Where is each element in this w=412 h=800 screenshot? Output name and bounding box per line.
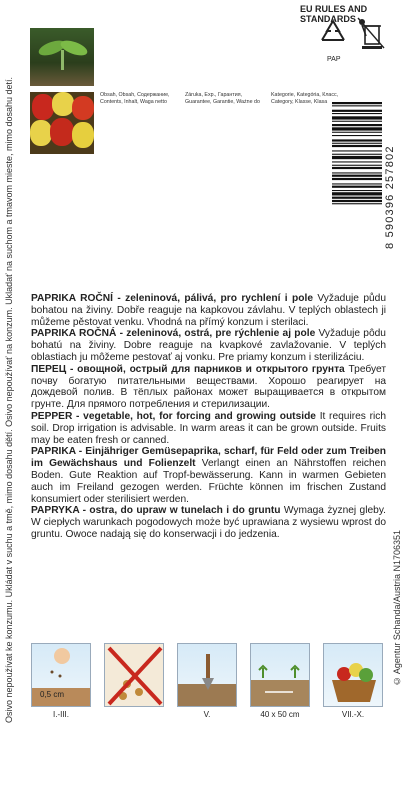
transplanting-icon xyxy=(177,643,237,707)
barcode-bar xyxy=(332,203,382,204)
barcode-bar xyxy=(332,145,382,147)
barcode-bar xyxy=(332,150,382,151)
recycle-icon xyxy=(318,18,348,48)
barcode-bar xyxy=(332,167,382,169)
barcode-bar xyxy=(332,113,382,114)
pepper-fruits-photo xyxy=(30,92,94,154)
copyright-text: © Agentur Schanda/Austria N1706351 xyxy=(392,530,402,687)
barcode-bar xyxy=(332,172,382,173)
storage-warning-text: Osivo nepoužívat ke konzumu. Ukládat v suchu a tmě, mimo dosahu dětí. Osivo nepoužívať na konzum. Ukladať na suchom a tmavom mieste, mimo dosahu detí. xyxy=(4,76,14,724)
barcode-bar xyxy=(332,110,382,112)
description-pl: PAPRYKA - ostra, do upraw w tunelach i do gruntu Wymaga żyznej gleby. W ciepłych warunkach pogodowych może być uprawiana z wysiewu wprost do gruntu. Owoce nadają się do konserwacji i do jedzenia. xyxy=(31,505,386,540)
eu-rules-label: EU RULES AND STANDARDS xyxy=(300,4,368,24)
spacing-caption: 40 x 50 cm xyxy=(260,710,300,719)
no-litter-bin-icon xyxy=(356,16,386,50)
description-de: PAPRIKA - Einjähriger Gemüsepaprika, scharf, für Feld oder zum Treiben im Gewächshaus und Folienzelt Verlangt einen an Nährstoffen reichen Boden. Gute Reaktion auf Tropf-bewässerung. Kann in warmen Gebieten auch im Freiland gezogen werden. Früchte können im frischen Zustand konsumiert oder sterilisiert werden. xyxy=(31,446,386,505)
barcode-bar xyxy=(332,192,382,195)
barcode-bar xyxy=(332,143,382,144)
harvest-icon xyxy=(323,643,383,707)
barcode-bar xyxy=(332,127,382,130)
description-ru: ПЕРЕЦ - овощной, острый для парников и открытого грунта Требует почву богатую питательными веществами. Хорошо реагирует на дождевой полив. В тёплых районах может выращивается в открытом грунте. Для прямого потребления и стерилизации. xyxy=(31,363,386,411)
description-cs: PAPRIKA ROČNÍ - zeleninová, pálivá, pro rychlení i pole Vyžaduje půdu bohatou na živiny. Dobře reaguje na kapkovou závlahu. V teplých oblastech ji můžeme pěstovat venku. Vhodná na přímý konzum i sterilaci. xyxy=(31,293,386,328)
barcode-bar xyxy=(332,183,382,184)
barcode xyxy=(332,100,390,290)
barcode-bar xyxy=(332,156,382,159)
sowing-period-caption: I.-III. xyxy=(53,710,69,719)
barcode-bar xyxy=(332,105,382,106)
description-sk: PAPRIKA ROČNÁ - zeleninová, ostrá, pre rýchlenie aj pole Vyžaduje pôdu bohatú na živiny. Dobre reaguje na kvapkové zavlažovanie. V teplých oblastiach ju môžeme pestovať aj vonku. Pre priamy konzum i sterilizáciu. xyxy=(31,328,386,363)
barcode-bar xyxy=(332,200,382,202)
barcode-bar xyxy=(332,161,382,162)
barcode-bar xyxy=(332,121,382,122)
barcode-bar xyxy=(332,102,382,104)
barcode-bar xyxy=(332,190,382,191)
barcode-bar xyxy=(332,154,382,155)
guarantee-field-label: Záruka, Exp., Гарантия, Guarantee, Garantie, Ważne do xyxy=(185,92,260,105)
contents-field-label: Obsah, Obsah, Содержание, Contents, Inhalt, Waga netto xyxy=(100,92,170,105)
barcode-bar xyxy=(332,132,382,133)
cultivation-icons xyxy=(31,643,386,723)
description-block xyxy=(31,293,386,541)
barcode-bar xyxy=(332,178,382,180)
barcode-bar xyxy=(332,135,382,136)
sowing-depth-label: 0,5 cm xyxy=(40,690,65,699)
barcode-bar xyxy=(332,139,382,141)
barcode-bar xyxy=(332,197,382,199)
barcode-number: 8 590396 257802 xyxy=(384,145,396,249)
barcode-bar xyxy=(332,175,382,177)
spacing-icon xyxy=(250,643,310,707)
barcode-bar xyxy=(332,116,382,119)
category-field-label: Kategorie, Kategória, Класс, Category, Klasse, Klasa xyxy=(271,92,339,105)
barcode-bar xyxy=(332,186,382,188)
description-en: PEPPER - vegetable, hot, for forcing and growing outside It requires rich soil. Drop irrigation is advisable. In warm areas it can be grown outside. Fruits may be eaten fresh or canned. xyxy=(31,410,386,446)
transplant-period-caption: V. xyxy=(203,710,211,719)
barcode-bar xyxy=(332,165,382,166)
sowing-icon xyxy=(31,643,91,707)
pap-label: PAP xyxy=(327,56,341,63)
barcode-bar xyxy=(332,124,382,126)
harvest-period-caption: VII.-X. xyxy=(341,710,365,719)
no-direct-sowing-icon xyxy=(104,643,164,707)
seedling-photo xyxy=(30,28,94,86)
